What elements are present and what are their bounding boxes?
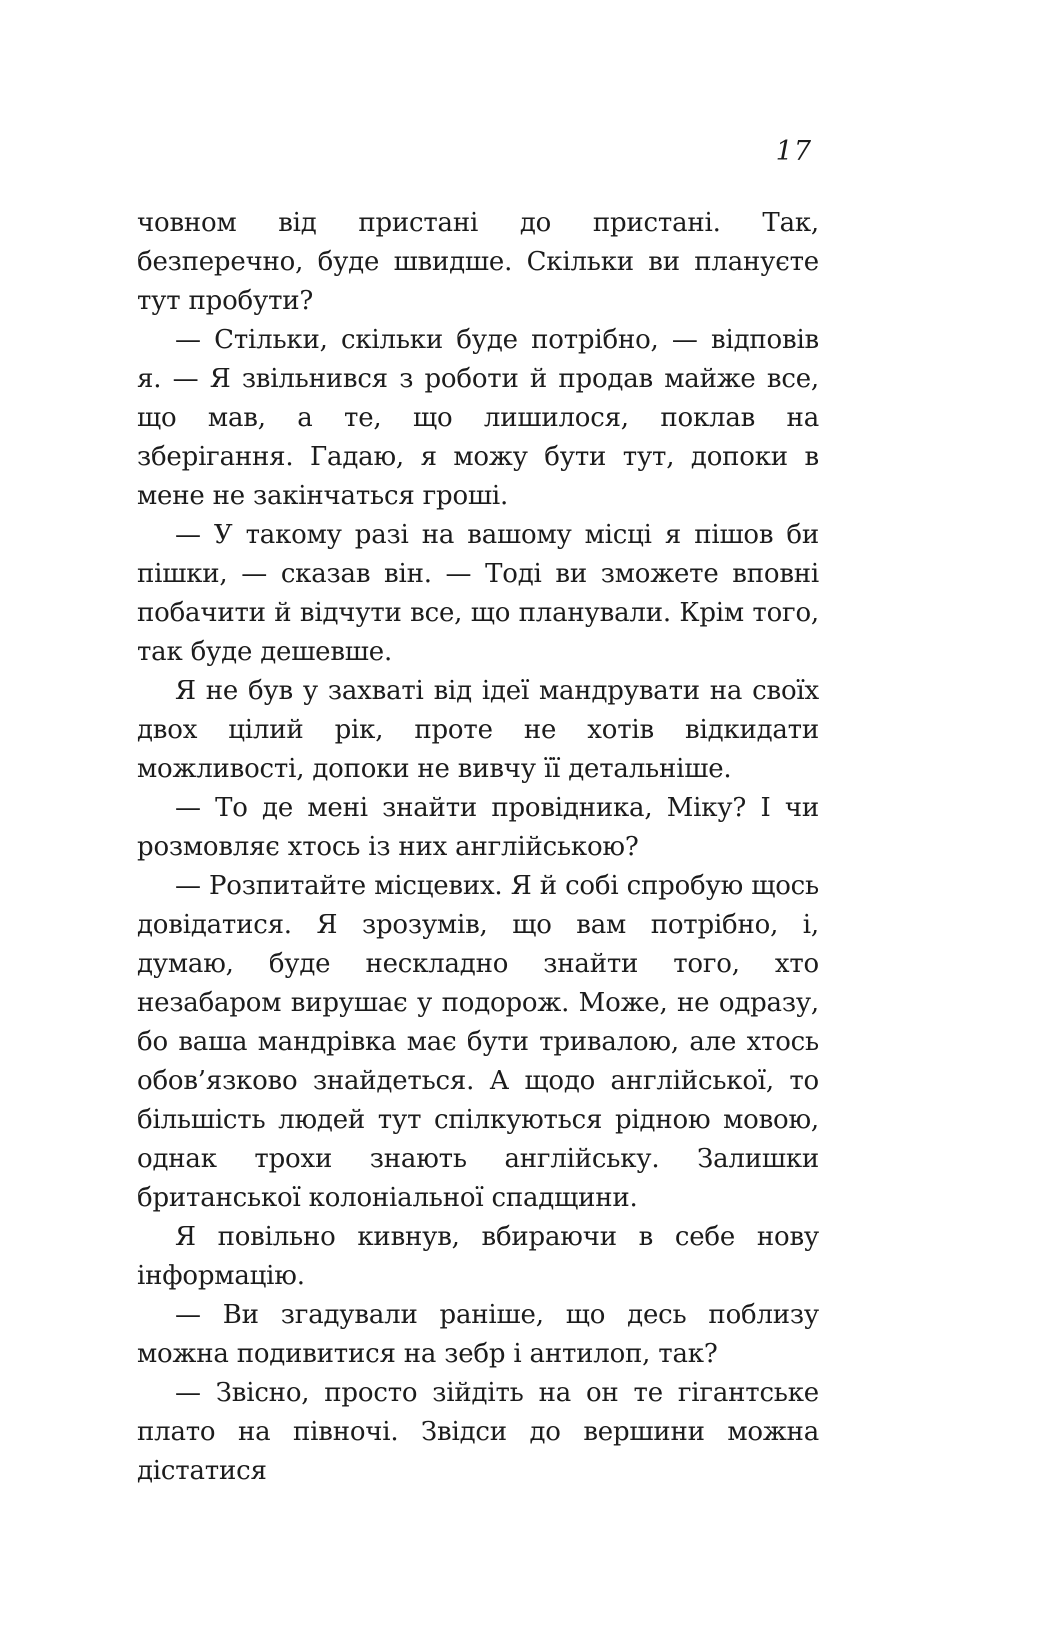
text-block [137,204,819,1491]
paragraph: — Звісно, просто зійдіть на он те гігантське плато на півночі. Звідси до вершини можна дістатися [137,1378,819,1486]
paragraph: Я не був у захваті від ідеї мандрувати на своїх двох цілий рік, проте не хотів відкидати можливості, допоки не вивчу її детальніше. [137,676,819,784]
paragraph: човном від пристані до пристані. Так, безперечно, буде швидше. Скільки ви плануєте тут пробути? [137,208,819,316]
paragraph: — Стільки, скільки буде потрібно, — відповів я. — Я звільнився з роботи й продав майже все, що мав, а те, що лишилося, поклав на зберігання. Гадаю, я можу бути тут, допоки в мене не закінчаться гроші. [137,325,819,511]
paragraph: — То де мені знайти провідника, Міку? І чи розмовляє хтось із них англійською? [137,793,819,862]
paragraph: — У такому разі на вашому місці я пішов би пішки, — сказав він. — Тоді ви зможете вповні побачити й відчути все, що планували. Крім того, так буде дешевше. [137,520,819,667]
page-number: 17 [775,136,812,167]
paragraph: — Ви згадували раніше, що десь поблизу можна подивитися на зебр і антилоп, так? [137,1300,819,1369]
paragraph: Я повільно кивнув, вбираючи в себе нову інформацію. [137,1222,819,1291]
paragraph: — Розпитайте місцевих. Я й собі спробую щось довідатися. Я зрозумів, що вам потрібно, і, думаю, буде нескладно знайти того, хто незабаром вирушає у подорож. Може, не одразу, бо ваша мандрівка має бути тривалою, але хтось обов’язково знайдеться. А щодо англійської, то більшість людей тут спілкуються рідною мовою, однак трохи знають англійську. Залишки британської колоніальної спадщини. [137,871,819,1213]
